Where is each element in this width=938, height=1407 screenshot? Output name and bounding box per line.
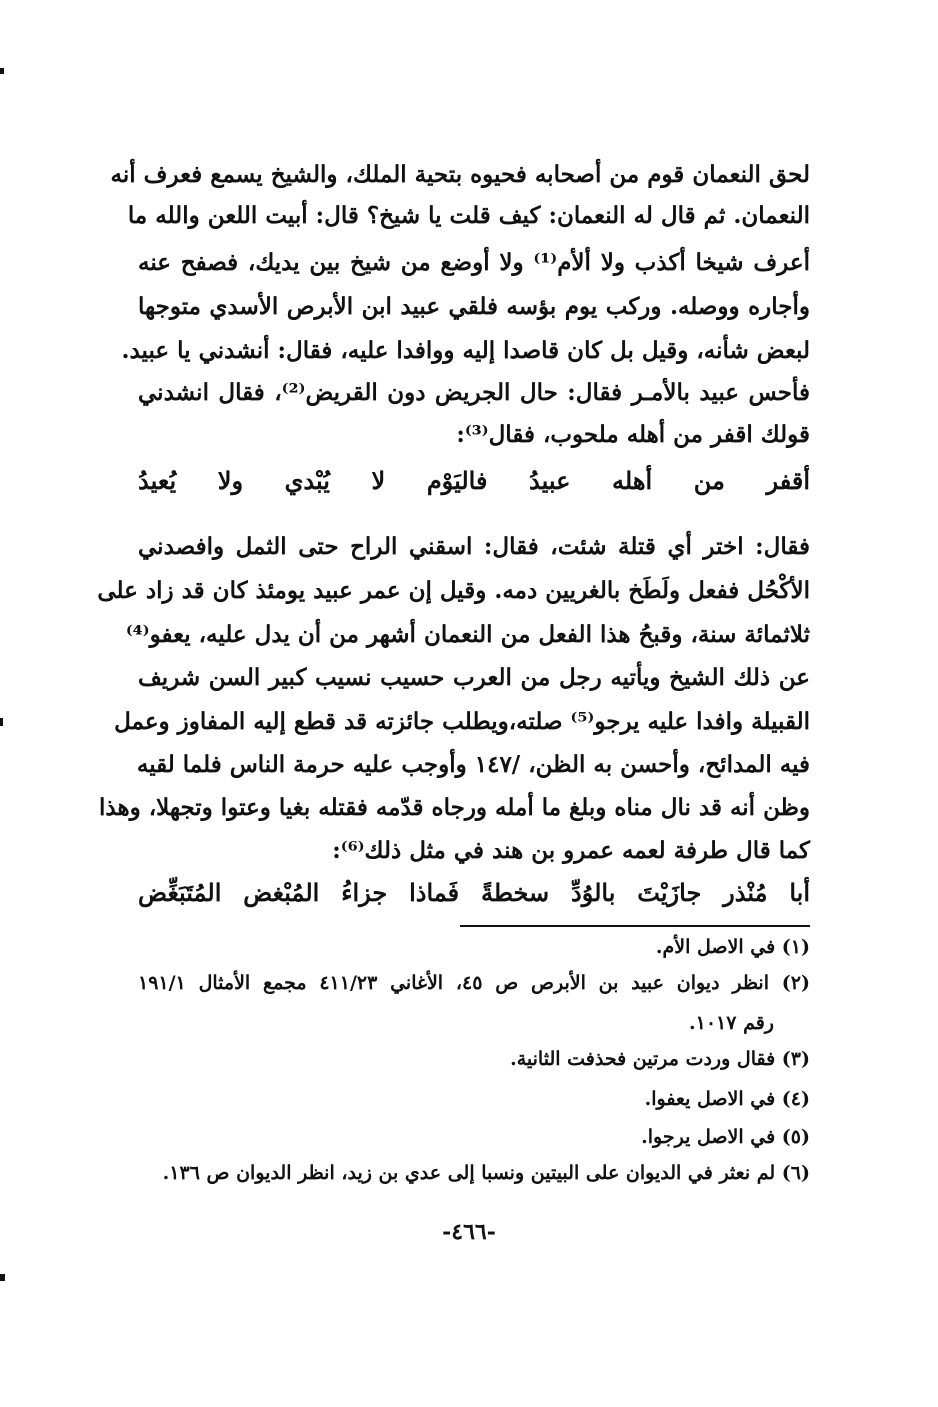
verse-word: أهله xyxy=(612,466,653,495)
verse-word: من xyxy=(693,466,725,495)
footnote-2: (٢) انظر ديوان عبيد بن الأبرص ص ٤٥، الأغاني ٤١١/٢٣ مجمع الأمثال ١٩١/١ xyxy=(138,972,810,994)
verse-word: لا xyxy=(371,466,386,495)
body-line: أعرف شيخا أكذب ولا ألأم⁽¹⁾ ولا أوضع من شيخ بين يديك، فصفح عنه xyxy=(138,249,810,276)
body-line: لحق النعمان قوم من أصحابه فحيوه بتحية الملك، والشيخ يسمع فعرف أنه xyxy=(110,161,810,188)
footnote-5: (٥) في الاصل يرجوا. xyxy=(641,1126,810,1148)
body-line: فيه المدائح، وأحسن به الظن، /١٤٧ وأوجب عليه حرمة الناس فلما لقيه xyxy=(136,751,810,778)
verse-word: يُبْدي xyxy=(284,466,330,495)
verse-word: فاليَوْم xyxy=(426,466,488,495)
body-line: وأجاره ووصله. وركب يوم بؤسه فلقي عبيد ابن الأبرص الأسدي متوجها xyxy=(138,293,810,320)
verse-word: ولا xyxy=(217,466,244,495)
body-line: فقال: اختر أي قتلة شئت، فقال: اسقني الراح حتى الثمل وافصدني xyxy=(138,533,810,560)
verse-word: يُعيدُ xyxy=(138,466,177,495)
footnote-1: (١) في الاصل الأم. xyxy=(655,936,810,958)
footnote-divider xyxy=(460,925,810,927)
footnote-3: (٣) فقال وردت مرتين فحذفت الثانية. xyxy=(510,1048,810,1070)
body-line: عن ذلك الشيخ ويأتيه رجل من العرب حسيب نسيب كبير السن شريف xyxy=(138,664,810,691)
verse-word: مُنْذر xyxy=(723,878,768,907)
verse-word: بالوُدِّ xyxy=(571,878,616,907)
body-line: النعمان. ثم قال له النعمان: كيف قلت يا شيخ؟ قال: أبيت اللعن والله ما xyxy=(127,202,810,229)
scan-mark-top xyxy=(0,68,4,74)
body-line: وظن أنه قد نال مناه وبلغ ما أمله ورجاه قدّمه فقتله بغيا وعتوا وتجهلا، وهذا xyxy=(98,794,810,821)
verse-word: سخطةً xyxy=(481,878,550,907)
page-number: -٤٦٦- xyxy=(442,1219,496,1245)
body-line: فأحس عبيد بالأمـر فقال: حال الجريض دون القريض⁽²⁾، فقال انشدني xyxy=(138,379,811,406)
body-line: لبعض شأنه، وقيل بل كان قاصدا إليه ووافدا عليه، فقال: أنشدني يا عبيد. xyxy=(121,337,810,364)
scan-mark-bottom xyxy=(0,1274,5,1281)
verse-line-2 xyxy=(138,878,810,912)
verse-word: جازَيْتَ xyxy=(637,878,702,907)
body-line: القبيلة وافدا عليه يرجو⁽⁵⁾ صلته،ويطلب جائزته قد قطع إليه المفاوز وعمل xyxy=(114,708,810,735)
footnote-2-continuation: رقم ١٠١٧. xyxy=(689,1012,774,1034)
scan-mark-middle xyxy=(0,718,3,726)
verse-word: المُبْغض xyxy=(243,878,320,907)
verse-word: أقفر xyxy=(766,466,810,495)
body-line: قولك اقفر من أهله ملحوب، فقال⁽³⁾: xyxy=(456,421,810,448)
verse-word: عبيدُ xyxy=(529,466,571,495)
verse-word: جزاءُ xyxy=(341,878,388,907)
body-line: الأكْحُل ففعل ولَطَخ بالغريين دمه. وقيل إن عمر عبيد يومئذ كان قد زاد على xyxy=(97,577,810,604)
verse-word: أبا xyxy=(789,878,810,907)
body-line: ثلاثمائة سنة، وقبحُ هذا الفعل من النعمان أشهر من أن يدل عليه، يعفو⁽⁴⁾ xyxy=(125,621,810,648)
verse-word: فَماذا xyxy=(409,878,460,907)
verse-word: المُتَبَغِّض xyxy=(138,878,222,907)
body-line: كما قال طرفة لعمه عمرو بن هند في مثل ذلك⁽⁶⁾: xyxy=(332,837,810,864)
verse-line-1 xyxy=(138,466,810,500)
footnote-4: (٤) في الاصل يعفوا. xyxy=(644,1088,810,1110)
footnote-6: (٦) لم نعثر في الديوان على البيتين ونسبا إلى عدي بن زيد، انظر الديوان ص ١٣٦. xyxy=(162,1162,810,1184)
